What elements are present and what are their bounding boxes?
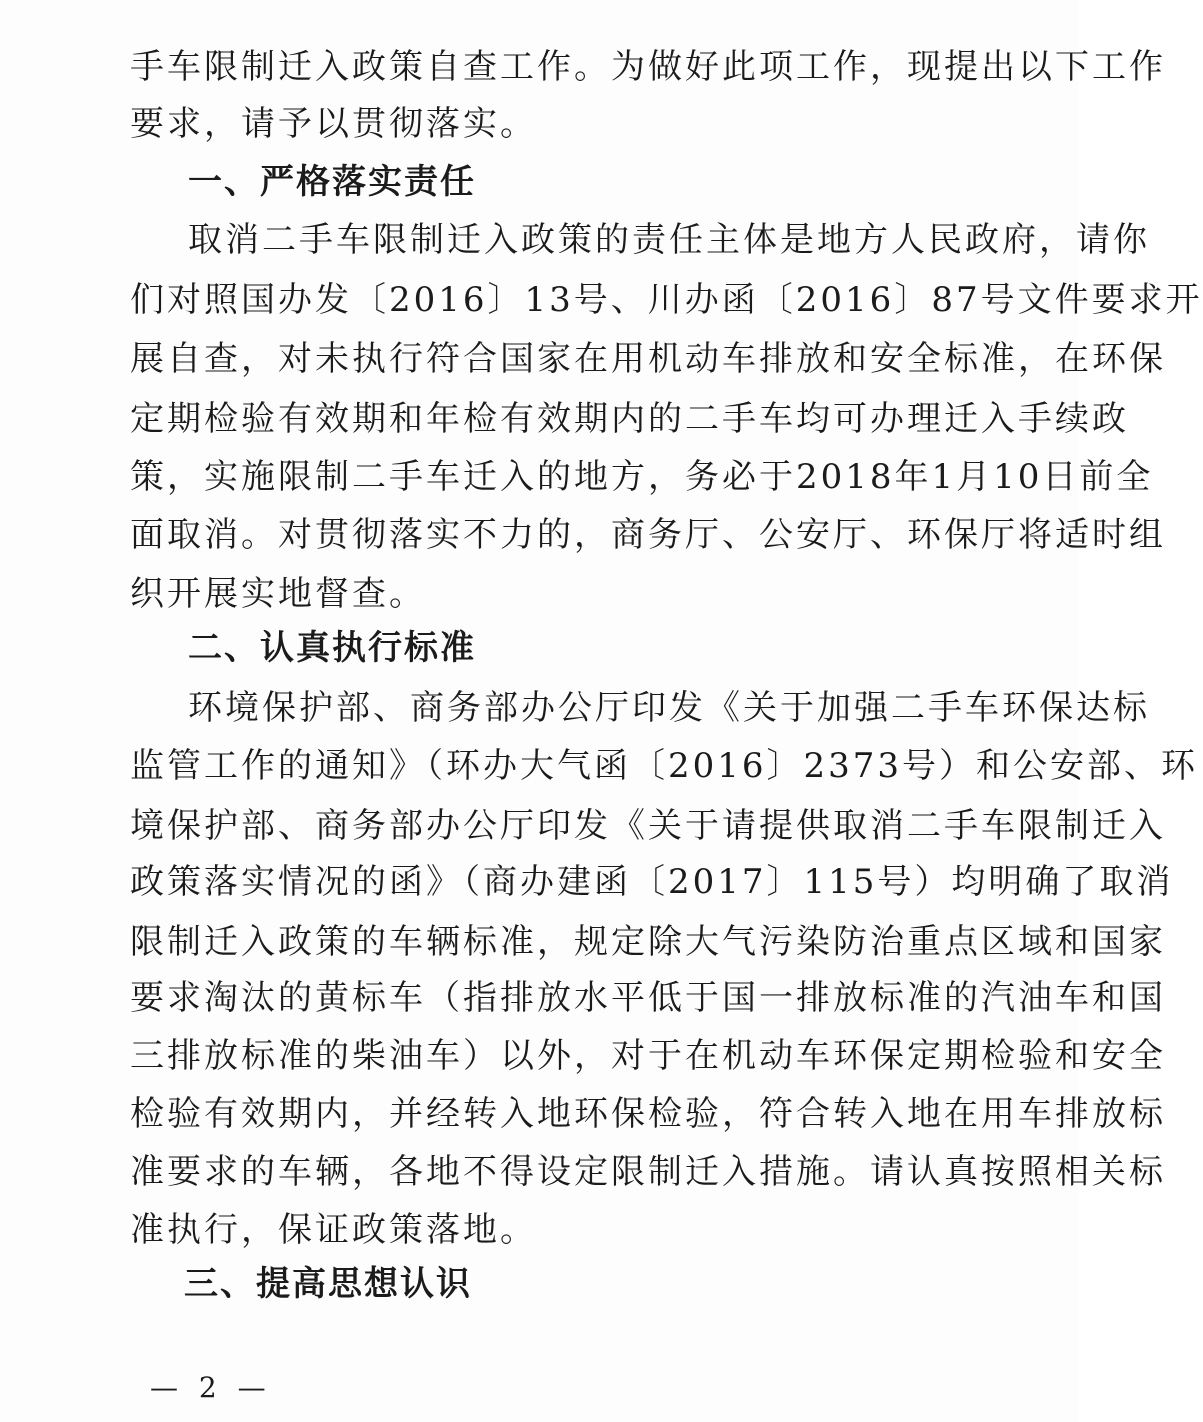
paragraph-line: 展自查，对未执行符合国家在用机动车排放和安全标准，在环保 bbox=[130, 339, 1166, 379]
paragraph-line: 限制迁入政策的车辆标准，规定除大气污染防治重点区域和国家 bbox=[130, 922, 1166, 962]
section-heading-2: 二、认真执行标准 bbox=[188, 628, 476, 668]
section-heading-1: 一、严格落实责任 bbox=[188, 162, 476, 202]
paragraph-line: 三排放标准的柴油车）以外，对于在机动车环保定期检验和安全 bbox=[130, 1036, 1166, 1076]
paragraph-line: 面取消。对贯彻落实不力的，商务厅、公安厅、环保厅将适时组 bbox=[130, 515, 1166, 555]
paragraph-line: 策，实施限制二手车迁入的地方，务必于2018年1月10日前全 bbox=[130, 457, 1154, 497]
paragraph-line: 政策落实情况的函》（商办建函〔2017〕115号）均明确了取消 bbox=[130, 862, 1174, 902]
paragraph-line: 要求，请予以贯彻落实。 bbox=[130, 104, 537, 144]
section-heading-3: 三、提高思想认识 bbox=[184, 1264, 472, 1304]
paragraph-line: 准执行，保证政策落地。 bbox=[130, 1210, 537, 1250]
paragraph-line: 监管工作的通知》（环办大气函〔2016〕2373号）和公安部、环 bbox=[130, 746, 1199, 786]
paragraph-line: 定期检验有效期和年检有效期内的二手车均可办理迁入手续政 bbox=[130, 399, 1129, 439]
paragraph-line: 取消二手车限制迁入政策的责任主体是地方人民政府，请你 bbox=[188, 220, 1150, 260]
paragraph-line: 检验有效期内，并经转入地环保检验，符合转入地在用车排放标 bbox=[130, 1094, 1166, 1134]
paragraph-line: 手车限制迁入政策自查工作。为做好此项工作，现提出以下工作 bbox=[130, 47, 1166, 87]
paragraph-line: 们对照国办发〔2016〕13号、川办函〔2016〕87号文件要求开 bbox=[130, 280, 1203, 320]
paragraph-line: 织开展实地督查。 bbox=[130, 574, 426, 614]
page-number: — 2 — bbox=[150, 1371, 272, 1404]
paragraph-line: 环境保护部、商务部办公厅印发《关于加强二手车环保达标 bbox=[188, 688, 1150, 728]
paragraph-line: 境保护部、商务部办公厅印发《关于请提供取消二手车限制迁入 bbox=[130, 806, 1166, 846]
paragraph-line: 要求淘汰的黄标车（指排放水平低于国一排放标准的汽油车和国 bbox=[130, 978, 1166, 1018]
paragraph-line: 准要求的车辆，各地不得设定限制迁入措施。请认真按照相关标 bbox=[130, 1152, 1166, 1192]
